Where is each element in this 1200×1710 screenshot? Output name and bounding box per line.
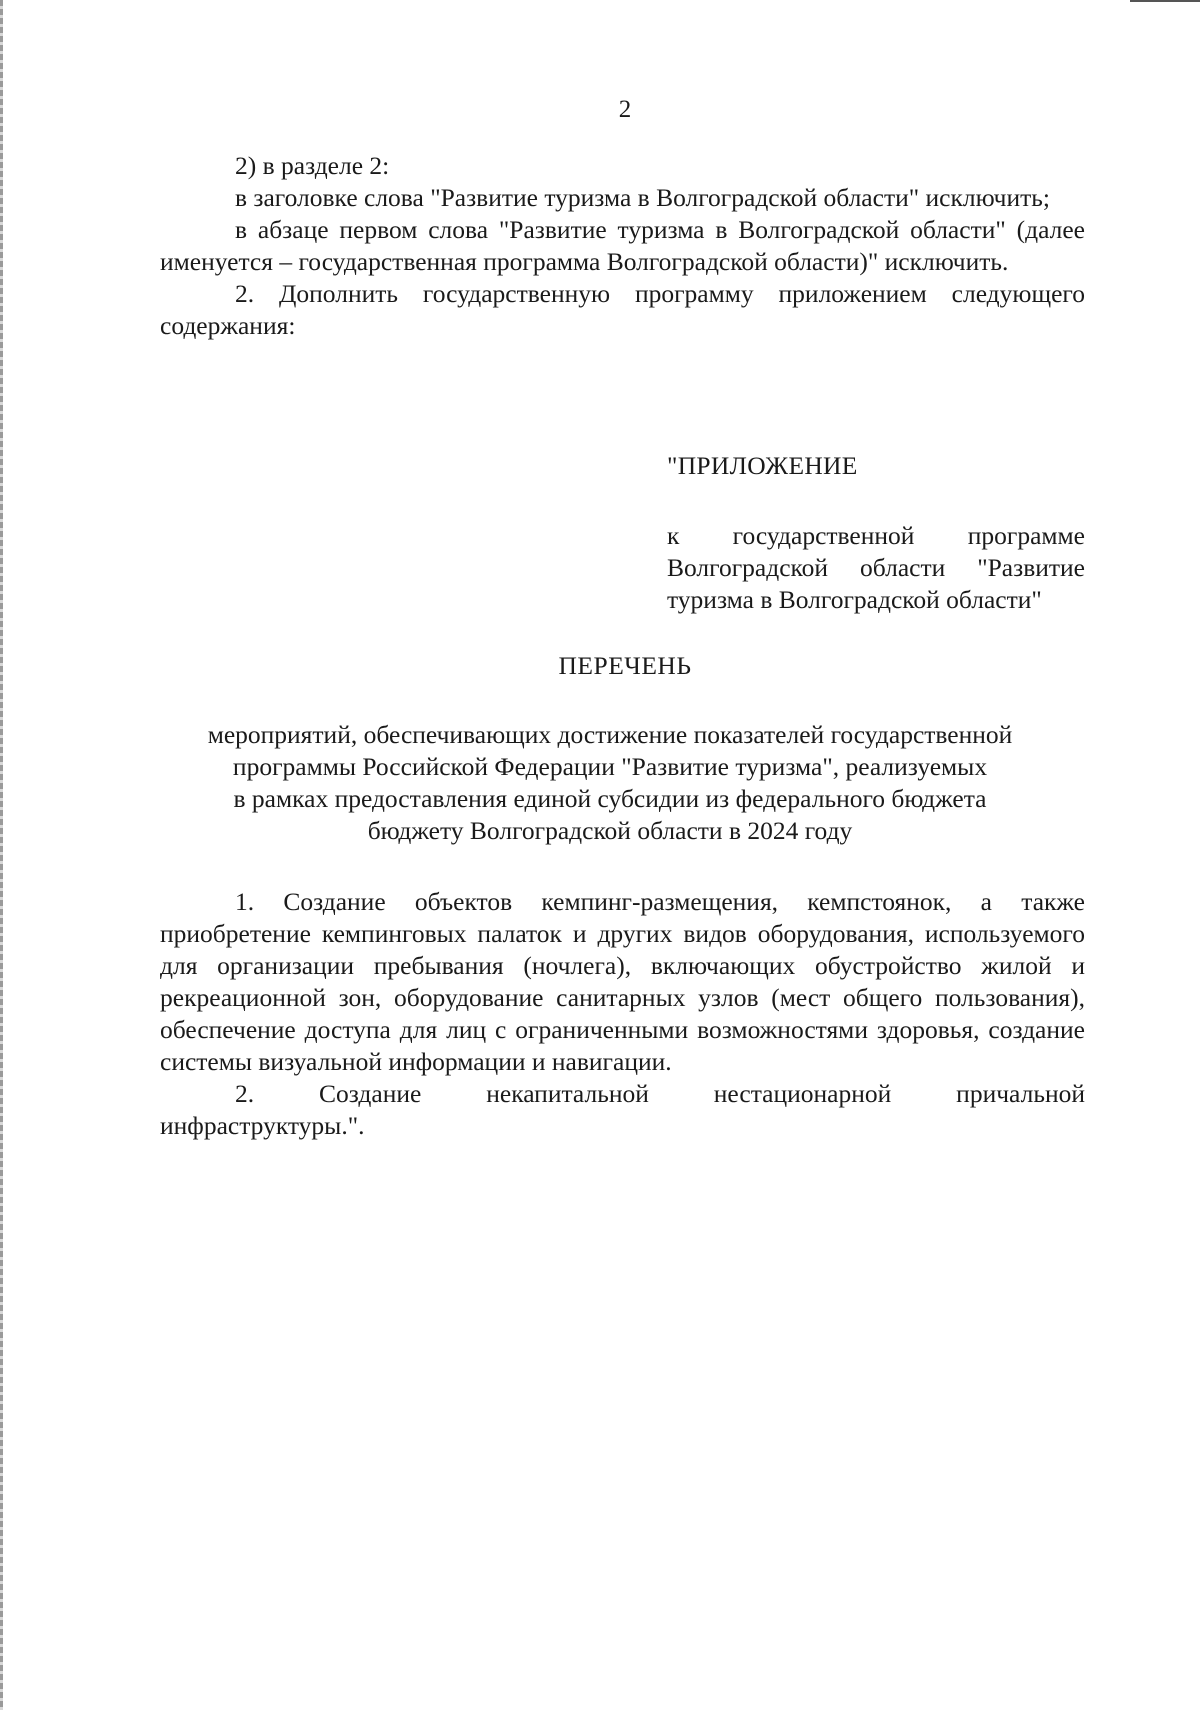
subheading-line: мероприятий, обеспечивающих достижение показателей государственной — [207, 720, 1013, 749]
paragraph-section-2: 2) в разделе 2: — [235, 151, 390, 180]
list-item-2-line-2: инфраструктуры.". — [160, 1111, 365, 1140]
annex-subtitle — [667, 520, 1085, 616]
subheading-line: программы Российской Федерации "Развитие туризма", реализуемых — [232, 752, 988, 781]
paragraph-supplement: 2. Дополнить государственную программу приложением следующего содержания: — [160, 279, 1085, 340]
list-heading: ПЕРЕЧЕНЬ — [558, 651, 692, 680]
subheading-line: бюджету Волгоградской области в 2024 году — [367, 816, 853, 845]
list-subheading — [150, 719, 1070, 847]
list-item-1: 1. Создание объектов кемпинг-размещения, кемпстоянок, а также приобретение кемпинговых палаток и других видов оборудования, используемого для организации пребывания (ночлега), включающих обустройство жилой и рекреационной зон, оборудование санитарных узлов (мест общего пользования), обеспечение доступа для лиц с ограниченными возможностями здоровья, создание системы визуальной информации и навигации. — [160, 887, 1085, 1076]
list-item-2-line-1: 2. Создание некапитальной нестационарной причальной — [235, 1079, 1085, 1108]
scan-edge — [0, 0, 3, 1710]
annex-subtitle-text: к государственной программе Волгоградской области "Развитие туризма в Волгоградской области" — [667, 521, 1085, 614]
list-items — [160, 886, 1085, 1142]
paragraph-first-abzats: в абзаце первом слова "Развитие туризма в Волгоградской области" (далее именуется – государственная программа Волгоградской области)" исключить. — [160, 215, 1085, 276]
paragraph-title-words: в заголовке слова "Развитие туризма в Волгоградской области" исключить; — [235, 183, 1051, 212]
section-intro — [160, 150, 1085, 342]
subheading-line: в рамках предоставления единой субсидии из федерального бюджета — [233, 784, 987, 813]
page-number: 2 — [618, 96, 632, 123]
annex-title: "ПРИЛОЖЕНИЕ — [667, 451, 858, 480]
scan-mark — [1130, 0, 1200, 2]
